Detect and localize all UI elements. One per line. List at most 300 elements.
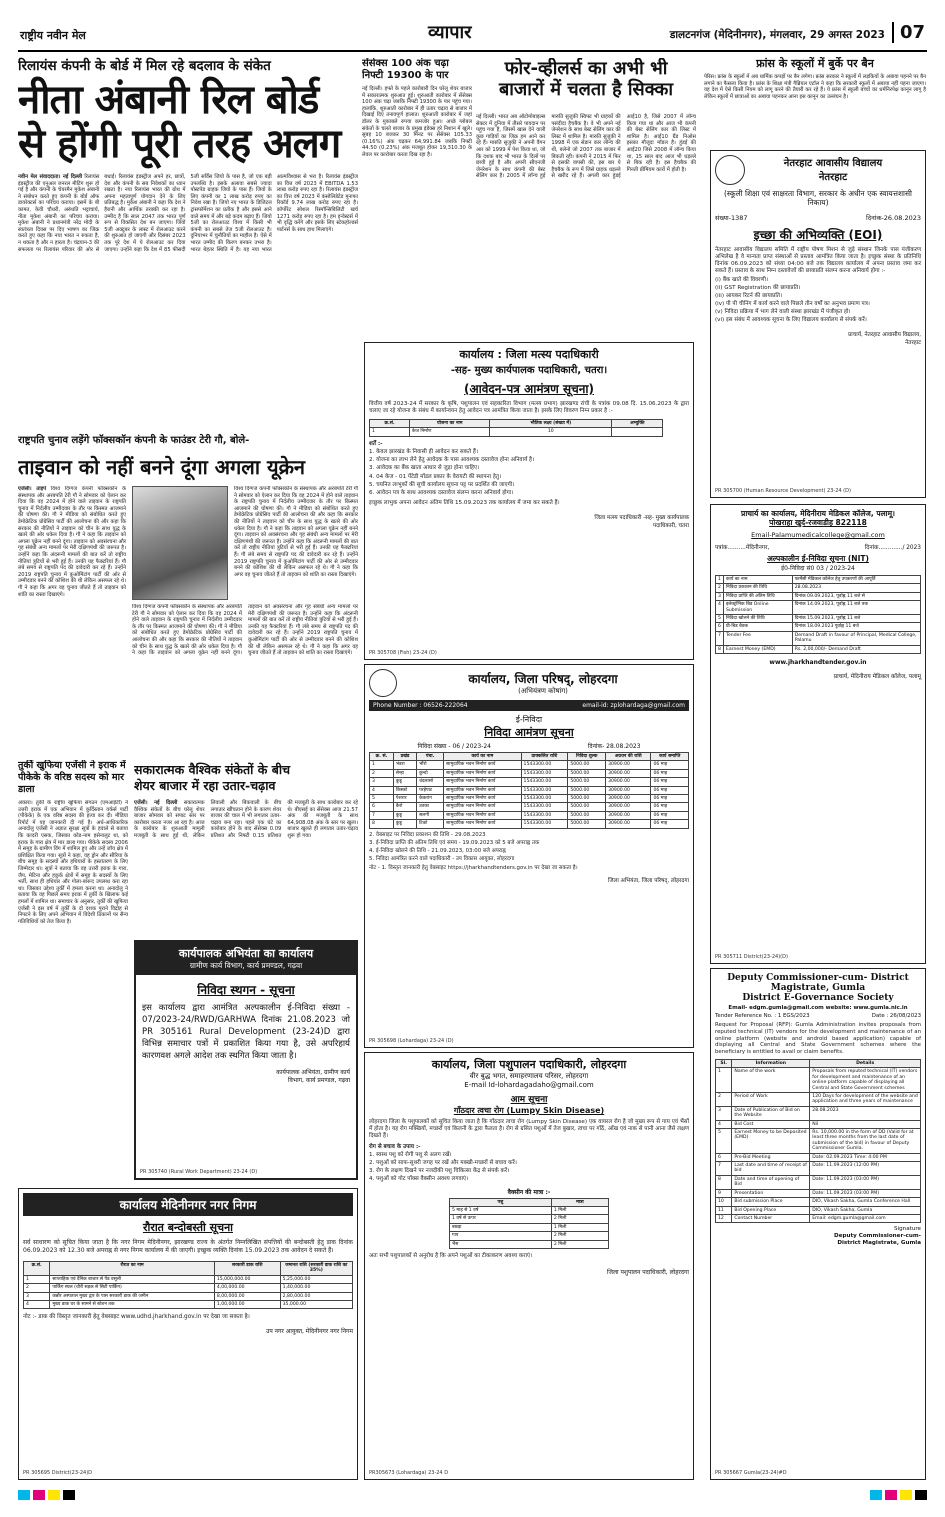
foxconn-body-continued: विश्व दिग्गज कंपनी फॉक्सकॉन के संस्थापक और अरबपति टेरी गौ ने सोमवार को ऐलान कर दिया कि वह 2024 में होने वाले ताइवान के राष्ट्रपति चुनाव में निर्दलीय उम्मीदवार के तौर पर किस्मत आजमाने की घोषणा की। गौ ने मीडिया को संबोधित करते हुए डेमोक्रेटिक प्रोग्रेसिव पार्टी की आलोचना की और कहा कि सरकार की नीतियों ने ताइवान को चीन के साथ युद्ध के खतरे की ओर धकेल दिया है। गौ ने कहा कि ताइवान को अगला यूक्रेन नहीं बनने दूंगा। ताइवान को अवसंरचना और गृह संबंधी अन्य मामलों पर मेरी दक्षिणपंथी की जरूरत है। उन्होंने कहा कि अंदरूनी मामलों की बात करें तो राष्ट्रीय नीतियां त्रुटियों से भरी हुई हैं। उनकी यह फैक्टरियां हैं। गौ लंबे समय से राष्ट्रपति पद की दावेदारी कर रहे हैं। उन्होंने 2019 राष्ट्रपति चुनाव में कुओमिंटांग पार्टी की ओर से उम्मीदवार बनने की कोशिश की थी लेकिन असफल रहे थे। गौ ने कहा कि अगर वह चुनाव जीतते हैं तो ताइवान को शांति का रास्ता दिखाएंगे। (132, 604, 358, 657)
foxconn-col-1 (18, 486, 126, 748)
mc-cell: फार्मेसी मेडिकल कॉलेज हेतु उपकरणों की आपूर्ति (792, 576, 920, 584)
table-row (24, 1275, 353, 1283)
mc-cell: निविदा प्रकाशन की तिथि (723, 584, 792, 592)
fishery-office-1: कार्यालय : जिला मत्स्य पदाधिकारी (459, 348, 599, 361)
gumla-cell: 12 (716, 1214, 732, 1222)
foxconn-headline: ताइवान को नहीं बनने दूंगा अगला यूक्रेन (18, 455, 306, 479)
zp-th: पंचा. (417, 753, 444, 761)
ah-email: E-mail Id-lohardagadaho@gmail.com (464, 1081, 594, 1089)
mc-cell: दिनांक 15.09.2023, पूर्वाह्न 11 बजे (792, 615, 920, 623)
table-row (716, 1068, 921, 1093)
masthead-dateline: डालटनगंज (मेदिनीनगर), मंगलवार, 29 अगस्त 2023 (669, 29, 885, 41)
zp-cell: 06 माह (651, 769, 689, 777)
lead-headline-line-2: से होंगी पूरी तरह अलग (18, 120, 341, 167)
nagar-nigam-notice (18, 1188, 358, 1480)
fishery-th: अभ्युक्ति (612, 420, 663, 428)
zp-cell: केकरांग (417, 795, 444, 803)
mc-cell: 28.08.2023 (792, 584, 920, 592)
table-row (370, 428, 663, 436)
zp-cell: 1 (370, 761, 394, 769)
gumla-cell: Email: edgm.gumla@gmail.com (810, 1214, 921, 1222)
gumla-cell: Rs. 10,000.00 in the form of DD (Valid for at least three months from the last date of submission of the bid) in favour of Deputy Commissioner Gumla. (810, 1129, 921, 1154)
zp-ref-date: दिनांक- 28.08.2023 (587, 743, 641, 750)
table-row (24, 1292, 353, 1300)
fishery-table (369, 419, 663, 437)
terry-gou-photo (132, 486, 228, 600)
fishery-conditions (369, 441, 689, 508)
color-swatch (18, 1490, 30, 1500)
rw-office-1: कार्यपालक अभियंता का कार्यालय (178, 947, 314, 960)
nn-cell: मुख्य डाक घर के सामने से स्टेशन तक (50, 1301, 215, 1309)
fishery-body: वित्तीय वर्ष 2023-24 में सरकार के कृषि, पशुपालन एवं सहकारिता विभाग (मत्स्य प्रभाग) झारखण्ड रांची के पत्रांक 09.08 दि. 15.06.2023 के द्वारा चलाए जा रहे योजना के संबंध में कार्यान्वयन हेतु आवेदन पत्र आमंत्रित किया जाता है। इसके लिए विवरण निम्न प्रकार है :- (369, 401, 689, 414)
gumla-signature-2: Deputy Commissioner-cum- (834, 1233, 921, 1240)
france-body: पेरिस। फ्रांस के स्कूलों में अब धार्मिक कपड़ों पर बैन लगेगा। फ्रांस सरकार ने स्कूलों में लड़कियों के अबाया पहनने पर बैन लगाने का फैसला किया है। फ्रांस के शिक्षा मंत्री गैब्रियल एटॉल ने कहा कि सरकारी स्कूलों में अबाया नहीं पहना जाएगा। वह देश में ऐसे किसी नियम को लागू करने की तैयारी कर रहे हैं। ये फ्रांस में स्कूली बच्चों का धर्मनिरपेक्ष कानून लागू है लेकिन स्कूलों में छात्राओं का अबाया पहनकर आना इस कानून का उल्लंघन है। (704, 74, 926, 100)
mc-cell: दिनांक 18.09.2023 पूर्वाह्न 11 बजे (792, 623, 920, 631)
gumla-cell: Date: 11.09.2023 (03:00 PM) (810, 1189, 921, 1197)
nn-cell: 1 (24, 1275, 50, 1283)
netarhat-title-1: नेतरहाट आवासीय विद्यालय (783, 158, 883, 169)
gumla-cell: Date and time of opening of Bid (732, 1175, 810, 1189)
zp-pr: PR 305698 (Lohardaga) 23-24 (D) (369, 1038, 454, 1044)
netarhat-notice (710, 150, 926, 498)
zp-cell: सामुदायिक भवन निर्माण कार्य (444, 778, 521, 786)
mc-notice-title: अल्पकालीन ई-निविदा सूचना (NIT) (767, 554, 869, 563)
table-row (716, 645, 921, 653)
zp-cell: 5000.00 (568, 811, 606, 819)
netarhat-item: (v) निविदा प्रक्रिया में भाग लेने वाली संस्था झारखंड में पंजीकृत हो। (715, 309, 851, 315)
rw-notice-title: निविदा स्थगन - सूचना (197, 983, 295, 997)
sensex-body: नई दिल्ली। हफ्ते के पहले कारोबारी दिन घरेलू शेयर बाजार में सकारात्मक शुरुआत हुई। शुरुआती कारोबार में सेंसेक्स 100 अंक चढ़ा जबकि निफ्टी 19300 के पार पहुंच गया। हालांकि, शुरुआती कारोबार में ही उतार चढ़ाव से बाजार में दिखाई दिए तनावपूर्ण हालात। शुरुआती कारोबार में जहां डॉलर के मुकाबले रुपया कमजोर हुआ। अच्छे ग्लोबल संकेतों के चलते बाजार के प्रमुख इंडेक्स हरे निशान में खुले। सुबह 10 बजकर 30 मिनट पर सेंसेक्स 105.33 (0.16%) अंक चढ़कर 64,991.84 जबकि निफ्टी 44.50 (0.23%) अंक मजबूत होकर 19,310.30 के लेवल पर कारोबार करता दिख रहा है। (362, 86, 472, 158)
table-row (716, 601, 921, 615)
gumla-cell: 9 (716, 1189, 732, 1197)
table-row (716, 576, 921, 584)
zp-ref-no: निविदा संख्या - 06 / 2023-24 (417, 743, 491, 750)
ah-cell: 2 मिली (551, 1232, 608, 1240)
ah-cell: 2 मिली (551, 1215, 608, 1223)
foxconn-byline: एजेंसी। ताइपे (18, 486, 47, 492)
zp-cell: 1543300.00 (521, 795, 568, 803)
ah-point: 3. रोग के लक्षण दिखने पर नजदीकी पशु चिकित्सा केंद्र से संपर्क करें। (369, 1168, 510, 1175)
color-swatch (885, 1490, 897, 1500)
fishery-conditions-title: शर्तें :- (369, 440, 383, 447)
color-swatch (63, 1490, 75, 1500)
gumla-cell: Presentation (732, 1189, 810, 1197)
zp-cell: कैरो (393, 803, 416, 811)
mc-cell: 4 (716, 601, 724, 615)
lead-kicker: रिलायंस कंपनी के बोर्ड में मिल रहे बदलाव के संकेत (18, 58, 271, 74)
mc-cell: 5 (716, 615, 724, 623)
ah-cell: भैंस (450, 1240, 552, 1248)
nn-pr: PR 305695 District(23-24)D (23, 1470, 92, 1476)
fishery-signature: जिला मत्स्य पदाधिकारी -सह- मुख्य कार्यपालक पदाधिकारी, चतरा (594, 515, 689, 530)
mc-cell: 7 (716, 631, 724, 645)
nn-th: रौरात का नाम (50, 1262, 215, 1276)
zp-cell: सामुदायिक भवन निर्माण कार्य (444, 786, 521, 794)
table-row (716, 1120, 921, 1128)
ah-cell: 1 वर्ष से ऊपर (450, 1215, 552, 1223)
masthead (18, 18, 927, 50)
mc-title-2: पोखराहा खुर्द-रजवाडीह 822118 (769, 518, 867, 527)
zp-cell: 1543300.00 (521, 820, 568, 828)
netarhat-seal-icon (715, 155, 745, 185)
table-row (450, 1223, 609, 1231)
table-row (716, 1162, 921, 1176)
rw-office-2: ग्रामीण कार्य विभाग, कार्य प्रमण्डल, गढ़वा (189, 961, 303, 970)
gumla-email: Email- edgm.gumla@gmail.com website: www.gumla.nic.in (728, 1005, 908, 1011)
ah-body: लोहरदगा जिला के पशुपालकों को सूचित किया जाता है कि गाँठदार त्वचा रोग (Lumpy Skin Disease) एक वायरल रोग है जो मुख्य रूप से गाय एवं भैंसों में होता है। यह रोग मक्खियों, मच्छरों एवं किलनी के द्वारा फैलता है। रोग से ग्रसित पशुओं में तेज बुखार, त्वचा पर गाँठें, आँख एवं नाक से पानी आना जैसे लक्षण दिखते हैं। (369, 1119, 689, 1140)
mc-cell: 8 (716, 645, 724, 653)
zp-sub: (अभियंत्रण कोषांग) (518, 687, 568, 695)
zp-cell: 1543300.00 (521, 786, 568, 794)
ah-subtitle: गाँठदार त्वचा रोग (Lumpy Skin Disease) (453, 1106, 605, 1115)
fishery-th: क्र.सं. (370, 420, 410, 428)
color-swatch (33, 1490, 45, 1500)
zp-date-line: 4. ई-निविदा खोलने की तिथि - 21.09.2023, 03:00 बजे अपराह्न (369, 847, 506, 854)
foxconn-col-3 (234, 486, 358, 600)
mc-cell: 1 (716, 576, 724, 584)
gumla-title-2: Magistrate, Gumla (770, 983, 866, 993)
table-row (716, 1093, 921, 1107)
markets-body (134, 800, 358, 926)
gumla-cell: Bid Cost (732, 1120, 810, 1128)
gumla-table (715, 1059, 921, 1223)
ah-th: मात्रा (551, 1198, 608, 1206)
zp-dates (369, 832, 689, 872)
table-row (370, 786, 689, 794)
table-row (716, 1106, 921, 1120)
netarhat-body: नेतरहाट आवासीय विद्यालय समिति में राष्ट्रीय पोषण मिशन से जुड़े संस्थान जिनके पास पंजीकरण अभिलेख है वे मान्यता प्राप्त संस्थाओं से प्रस्ताव आमंत्रित किया जाता है। इच्छुक संस्था के प्रतिनिधि दिनांक 06.09.2023 को संध्या 04:00 बजे तक विद्यालय कार्यालय में अपना प्रस्ताव जमा कर सकते हैं। प्रस्ताव के साथ निम्न दस्तावेजों की छायाप्रति संलग्न करना अनिवार्य होगा :- (715, 247, 921, 274)
nn-note: नोट :- डाक की विस्तृत जानकारी हेतु वेबसाइट www.udhd.jharkhand.gov.in पर देखा जा सकता है। (23, 1314, 250, 1321)
zp-table (369, 752, 689, 829)
nn-table (23, 1261, 353, 1309)
nn-cell: 5,25,000.00 (280, 1275, 352, 1283)
turkey-body: अंकारा। तुर्की के राष्ट्रीय खुफिया संगठन (एमआईटी) ने उत्तरी इराक में एक अभियान में कुर्दिस्तान वर्कर्स पार्टी (पीकेके) के एक वरिष्ठ सदस्य की हत्या कर दी। मीडिया रिपोर्ट में यह जानकारी दी गई है। अर्ध-आधिकारिक अनादोलु एजेंसी ने अज्ञात सुरक्षा सूत्रों के हवाले से बताया कि कादरी एसक, जिसका कोड-नाम हसेनालुट था, को इराक के गारा क्षेत्र में मार डाला गया। पीकेके सदस्य 2006 में समूह के ग्रामीण विंग में शामिल हुए और उन्हें जॉय क्षेत्र में प्रशिक्षित किया गया। सूत्रों ने कहा, वह ड्रोन और सीरिया के बीच समूह के सदस्यों और हथियारों के हस्तांतरण के लिए जिम्मेदार था। सूत्रों ने बताया कि वह उत्तरी इराक के गारा, जैप, मेटिना और हकुर्क क्षेत्रों में समूह के सदस्यों के लिए भर्ती, साथ ही हथियार और गोला-बारूद उपलब्ध करा रहा था। जिसका उद्देश्य तुर्की में हमला करना था। अनादोलु ने बताया कि वह पिछले समय इराक में तुर्की के खिलाफ कई हमलों में शामिल था। समाचार के अनुसार, तुर्की की खुफिया एजेंसी ने इस वर्ष में तुर्की के दो दशक पुराने विद्रोह से निपटने के लिए अपने अभियान में विदेशी ठिकानों पर सैन्य गतिविधियों को तेज किया है। (18, 800, 128, 925)
gumla-signature-1: Signature (894, 1226, 921, 1233)
fishery-notice (364, 342, 694, 660)
zp-table-body (370, 761, 689, 828)
foxconn-kicker: राष्ट्रपति चुनाव लड़ेंगे फॉक्सकॉन कंपनी के फाउंडर टेरी गौ, बोले- (18, 435, 250, 446)
zp-office: कार्यालय, जिला परिषद्, लोहरदगा (468, 672, 618, 686)
gumla-cell: Date: 11.09.2023 (12:00 PM) (810, 1162, 921, 1176)
zp-cell: 30900.00 (606, 811, 651, 819)
gumla-table-body (716, 1068, 921, 1223)
color-swatch (870, 1490, 882, 1500)
gumla-th: Information (732, 1059, 810, 1067)
gumla-cell: 7 (716, 1162, 732, 1176)
table-row (716, 1214, 921, 1222)
ah-cell: 5 माह से 1 वर्ष (450, 1207, 552, 1215)
netarhat-item: (ii) GST Registration की छायाप्रति। (715, 285, 801, 291)
gumla-cell: Nil (810, 1120, 921, 1128)
nn-cell: 4,00,000.00 (214, 1284, 280, 1292)
gumla-cell: DIO, Vikash Sakha, Gumla (810, 1206, 921, 1214)
lead-body-text: रिलायंस इंडस्ट्रीज की एनुअल जनरल मीटिंग शुरू हो गई है और कंपनी के चेयरमैन मुकेश अंबानी ने संबोधन करते हुए कंपनी के बोर्ड ऑफ डायरेक्टर्स का परिचय कराया। इसमें के बी कामत, केवी चौधरी, अरुंधति भट्टाचार्य, नीता मुकेश अंबानी का परिचय कराया। मुकेश अंबानी ने प्रधानमंत्री नरेंद्र मोदी के स्वतंत्रता दिवस पर दिए भाषण का जिक्र करते हुए कहा कि नया भारत न रुकता है, न थकता है और न हारता है। चंद्रयान-3 की सफलता पर रिलायंस परिवार की ओर से बधाई। रिलायंस इंडस्ट्रीज अपने हर, छात्रों, देश और कंपनी के सब निवेशकों का ध्यान रखता है। नया रिलायंस भारत की ग्रोथ में अपना महत्वपूर्ण योगदान देने के लिए प्रतिबद्ध है। मुकेश अंबानी ने कहा कि देश ने हैरानी और आर्थिक तरक्की कर रहा है। उम्मीद है कि साल 2047 तक भारत पूर्ण रूप से विकसित देश बन जाएगा। जियो 5जी अक्टूबर के लास्ट में रोलआउट करने की शुरुआत हो जाएगी और दिसंबर 2023 तक पूरे देश में ये रोलआउट कर दिया जाएगा। उन्होंने कहा कि देश में 85 फीसदी 5जी सर्विस जियो के पास है, जो एक बड़ी उपलब्धि है। इसके अलावा सबसे ज्यादा पोस्टपेड ग्राहक जियो के पास हैं। जियो के लिए कंपनी का 1 लाख करोड़ रुपए का निवेश रखा है। जियो नए भारत के डिजिटल ट्रांसफॉर्मेशन का प्रतीक है और इससे आने वाले समय में और बड़े कदम बढ़ाए हैं। जियो 5जी का रोलआउट विश्व में किसी भी कंपनी का सबसे तेज 5जी रोलआउट है। दुनियाभर में चुनौतियों का माहौल है। ऐसे में भारत उम्मीद की किरण बनकर उभरा है। भारत बेहतर स्थिति में है। यह नया भारत आत्मविश्वास से भरा है। रिलायंस इंडस्ट्रीज का वित्त वर्ष 2023 में EBITDA 1.53 लाख करोड़ रुपए रहा है। रिलायंस इंडस्ट्रीज का वित्त वर्ष 2023 में कंसोलिडेटेड मुनाफा रिकॉर्ड 9.74 लाख करोड़ रुपए रहा है। कॉर्पोरेट सोशल रिस्पॉन्सिबिलिटी खर्च 1271 करोड़ रुपए रहा है। हम इन्वेस्टर्स में भी वृद्धि करेंगे और इसके लिए स्टेकहोल्डर्स पार्टनर्स के साथ हाथ मिलाएंगे। (18, 174, 358, 253)
mc-email: Email-Palamumedicalcollege@gmail.com (751, 531, 885, 539)
jharkhand-emblem-icon (369, 669, 397, 697)
nn-cell: 2,80,000.00 (280, 1292, 352, 1300)
fishery-cell: केज निर्माण (410, 428, 490, 436)
gumla-cell: Date of Publication of Bid on the Website (732, 1106, 810, 1120)
zp-cell: सामुदायिक भवन निर्माण कार्य (444, 761, 521, 769)
nn-cell: 15,000,000.00 (214, 1275, 280, 1283)
zp-th: क्र. सं. (370, 753, 394, 761)
fishery-cell (612, 428, 663, 436)
zp-cell: 30900.00 (606, 761, 651, 769)
table-row (370, 795, 689, 803)
zp-cell: सेन्हा (393, 769, 416, 777)
netarhat-items (715, 277, 921, 324)
table-row (24, 1301, 353, 1309)
lead-body (18, 174, 358, 389)
four-wheelers-body: नई दिल्ली। भारत अब ऑटोमोबाइल्स सेक्टर में दुनिया में तीसरे पायदान पर पहुंच गया है, जिसमें खास देने वाली कुछ गाड़ियों का जिक्र हम आने कर रहे हैं। मारुति सुजुकी ने अपनी वैगन आर को 1999 में पेश किया था, जो कि दशक बाद भी भारत के दिलों पर छायी हुई है और अपनी सीएनजी जेनरेशन के साथ कंपनी की बेस्ट सेलिंग कार है। 2005 में लॉन्च हुई मारुति सुजुकी स्विफ्ट भी ग्राहकों की पसंदीदा हैचबैक है। वे भी अपने नई जेनरेशन के साथ बेस्ट सेलिंग कार की लिस्ट में शामिल है। मारुति सुजुकी ने 1998 में एक सेडान कार लॉन्च की थी, बलेनो जो 2007 तक बाजार में बिकती रही। कंपनी ने 2015 में फिर से इसकी वापसी की, इस बार ये हैचबैक के रूप में जिसे ग्राहक धड़ल्ले से खरीद रहे हैं। अगली कार हुंडई आई10 है, जिसे 2007 में लॉन्च किया गया था और आज भी कंपनी की बेस्ट सेलिंग कार की लिस्ट में शामिल है। आई10 ग्रैंड निओस इसका मौजूदा मॉडल है। हुंडई की आई20 जिसे 2008 में लॉन्च किया था, 15 साल बाद आज भी धड़ल्ले से बिक रही है। इस हैचबैक की गिनती प्रीमियम कारों में होती है। (476, 114, 696, 180)
zp-cell: 1543300.00 (521, 811, 568, 819)
zp-cell: 1543300.00 (521, 803, 568, 811)
zp-email: email-id: zplohardaga@gmail.com (582, 702, 685, 709)
zp-cell: सामुदायिक भवन निर्माण कार्य (444, 769, 521, 777)
animal-husbandry-notice (364, 1052, 694, 1480)
rw-pr: PR 305740 (Rural Work Department) 23-24 (D) (140, 1169, 258, 1175)
ah-cell: 1 मिली (551, 1223, 608, 1231)
rw-signature: कार्यपालक अभियंता, ग्रामीण कार्य विभाग, कार्य प्रमण्डल, गढ़वा (276, 1069, 350, 1084)
gumla-cell: 8 (716, 1175, 732, 1189)
gumla-cell: Bid Opening Place (732, 1206, 810, 1214)
nn-cell: 8,00,000.00 (214, 1292, 280, 1300)
mc-cell: 3 (716, 592, 724, 600)
table-row (370, 820, 689, 828)
ah-dose-table (449, 1198, 609, 1249)
zp-cell: 06 माह (651, 778, 689, 786)
lead-article (18, 56, 358, 416)
mc-pr: PR 305711 District(23-24)(D) (715, 954, 788, 960)
color-swatch (900, 1490, 912, 1500)
netarhat-subtitle: (स्कूली शिक्षा एवं साक्षरता विभाग, सरकार के अधीन एक स्वायत्तशासी निकाय) (723, 189, 912, 207)
zp-cell: 5000.00 (568, 778, 606, 786)
markets-headline-2: शेयर बाजार में रहा उतार-चढ़ाव (134, 778, 276, 793)
gumla-cell: 6 (716, 1153, 732, 1161)
fishery-office-2: -सह- मुख्य कार्यपालक पदाधिकारी, चतरा। (450, 365, 608, 376)
netarhat-item: (vi) इस संबंध में आवश्यक सूचना के लिए विद्यालय कार्यालय से संपर्क करें। (715, 317, 867, 323)
zp-notice-title: निविदा आमंत्रण सूचना (484, 726, 574, 739)
zp-cell: 5000.00 (568, 769, 606, 777)
fishery-condition: 3. आवेदक का बैंक खाता आधार से जुड़ा होना चाहिए। (369, 465, 480, 472)
ah-signature: जिला पशुपालन पदाधिकारी, लोहरदगा (606, 1268, 689, 1276)
zp-cell: 06 माह (651, 761, 689, 769)
zp-cell: 30900.00 (606, 820, 651, 828)
nn-th: सरकारी डाक राशि (214, 1262, 280, 1276)
gumla-cell: 3 (716, 1106, 732, 1120)
zp-cell: 5000.00 (568, 786, 606, 794)
mc-cell: 2 (716, 584, 724, 592)
zp-cell: सामुदायिक भवन निर्माण कार्य (444, 820, 521, 828)
mc-table-body (716, 576, 921, 654)
mc-cell: कार्य का नाम (723, 576, 792, 584)
nn-notice-title: रौरात बन्दोबस्ती सूचना (142, 1221, 234, 1234)
fishery-cell: 10 (490, 428, 612, 436)
zp-date-line: 2. वेबसाइट पर निविदा प्रकाशन की तिथि - 29.08.2023 (369, 831, 486, 838)
mc-cell: Tender Fee (723, 631, 792, 645)
mc-ref-date: दिनांक............./ 2023 (864, 545, 921, 551)
netarhat-item: (iv) पी पी चीनिंग में कार्य करने वाले पिछले तीन वर्षों का अनुभव प्रमाण पत्र। (715, 301, 870, 307)
gumla-th: Details (810, 1059, 921, 1067)
zp-cell: 5 (370, 795, 394, 803)
zp-cell: 1543300.00 (521, 761, 568, 769)
zp-cell: 30900.00 (606, 803, 651, 811)
foxconn-body: विश्व दिग्गज कंपनी फॉक्सकॉन के संस्थापक और अरबपति टेरी गौ ने सोमवार को ऐलान कर दिया कि वह 2024 में होने वाले ताइवान के राष्ट्रपति चुनाव में निर्दलीय उम्मीदवार के तौर पर किस्मत आजमाने की घोषणा की। गौ ने मीडिया को संबोधित करते हुए डेमोक्रेटिक प्रोग्रेसिव पार्टी की आलोचना की और कहा कि सरकार की नीतियों ने ताइवान को चीन के साथ युद्ध के खतरे की ओर धकेल दिया है। गौ ने कहा कि ताइवान को अगला यूक्रेन नहीं बनने दूंगा। ताइवान को अवसंरचना और गृह संबंधी अन्य मामलों पर मेरी दक्षिणपंथी की जरूरत है। उन्होंने कहा कि अंदरूनी मामलों की बात करें तो राष्ट्रीय नीतियां त्रुटियों से भरी हुई हैं। उनकी यह फैक्टरियां हैं। गौ लंबे समय से राष्ट्रपति पद की दावेदारी कर रहे हैं। उन्होंने 2019 राष्ट्रपति चुनाव में कुओमिंटांग पार्टी की ओर से उम्मीदवार बनने की कोशिश की थी लेकिन असफल रहे थे। गौ ने कहा कि अगर वह चुनाव जीतते हैं तो ताइवान को शांति का रास्ता दिखाएंगे। (18, 486, 126, 598)
gumla-cell: Contact Number (732, 1214, 810, 1222)
zp-cell: 7 (370, 811, 394, 819)
zp-cell: भंडरा (393, 761, 416, 769)
zp-cell: 2 (370, 769, 394, 777)
mc-cell: इलेक्ट्रॉनिक बिड Online Submission (723, 601, 792, 615)
markets-body-text: सकारात्मक वैश्विक संकेतों के बीच घरेलू शेयर बाजार सोमवार को सपाट स्तर पर कारोबार करता नजर आ रहा है। आज के कारोबार के शुरुआती मामूली मजबूती के साथ हुई थी, लेकिन लिवाली और बिकवाली के बीच लगातार खींचतान होने के कारण शेयर बाजार की चाल में भी लगातार उतार-चढ़ाव बना रहा। पहले एक घंटे का कारोबार होने के बाद सेंसेक्स 0.09 प्रतिशत और निफ्टी 0.15 प्रतिशत की मजबूती के साथ कारोबार कर रहे थे। बीएसई का सेंसेक्स आज 21.57 अंक की मजबूती के साथ 64,908.08 अंक के स्तर पर खुला। बाजार खुलते ही लगातार उतार-चढ़ाव शुरू हो गया। (134, 800, 358, 839)
zp-cell: 6 (370, 803, 394, 811)
fishery-th: योजना का नाम (410, 420, 490, 428)
lead-byline: नवीन मेल संवाददाता। नई दिल्ली (18, 174, 83, 180)
zp-cell: कुडू (393, 811, 416, 819)
gumla-ref-date: Date : 26/08/2023 (871, 1013, 921, 1019)
zp-date-line: 3. ई-निविदा प्राप्ति की अंतिम तिथि एवं समय - 19.09.2023 को 5 बजे अपराह्न तक (369, 839, 540, 846)
gumla-cell: 10 (716, 1198, 732, 1206)
ah-address: वीर बुद्ध भगत, समाहरणालय परिसर, लोहरदगा (469, 1072, 589, 1080)
ah-point: 1. स्वस्थ पशु को रोगी पशु से अलग रखें। (369, 1151, 452, 1158)
gumla-pr: PR 305667 Gumla(23-24)#D (715, 1470, 787, 1476)
ah-cell: बछड़ा (450, 1223, 552, 1231)
france-article (704, 56, 926, 148)
mc-cell: दिनांक 14.09.2023, पूर्वाह्न 11 बजे तक (792, 601, 920, 615)
foxconn-article (18, 432, 358, 752)
fishery-notice-title: (आवेदन-पत्र आमंत्रण सूचना) (464, 382, 594, 396)
nn-th: जमानत राशि (सरकारी डाक राशि का 35%) (280, 1262, 352, 1276)
netarhat-notice-title: इच्छा की अभिव्यक्ति (EOI) (753, 228, 883, 242)
table-row (716, 615, 921, 623)
gumla-cell: Date: 11.09.2023 (03:00 PM) (810, 1175, 921, 1189)
nn-cell: पार्किंग स्थल (चौरी सड़क से सिटी पार्किंग) (50, 1284, 215, 1292)
mc-website: www.jharkhandtender.gov.in (769, 659, 867, 667)
zp-cell: कुडू (393, 820, 416, 828)
fishery-condition: 5. चयनित लाभुकों की सूची कार्यालय सूचना पट्ट पर प्रदर्शित की जाएगी। (369, 481, 515, 488)
zp-cell: 30900.00 (606, 778, 651, 786)
mc-title-1: प्राचार्य का कार्यालय, मेदिनीराय मेडिकल कॉलेज, पलामू। (741, 509, 895, 518)
netarhat-pr: PR 305700 (Human Resource Development) 23-24 (D) (715, 488, 851, 494)
table-row (716, 1129, 921, 1154)
zp-cell: 06 माह (651, 811, 689, 819)
nn-cell: साप्ताहिक एवं दैनिक बाजार से पैड वसूली (50, 1275, 215, 1283)
nn-cell: 35,000.00 (280, 1301, 352, 1309)
gumla-notice (710, 968, 926, 1480)
zp-th: निविदा शुल्क (568, 753, 606, 761)
table-row (450, 1232, 609, 1240)
fishery-last-date: इच्छुक लाभुक अपना आवेदन अंतिम तिथि 15.09.2023 तक कार्यालय में जमा कर सकते हैं। (369, 500, 560, 507)
mc-nit-no: ई0-निविदा सं0 03 / 2023-24 (781, 565, 855, 572)
gumla-cell: 120 Days for development of the website and application and three years of maintenance (810, 1093, 921, 1107)
gumla-title-1: Deputy Commissioner-cum- District (727, 973, 909, 983)
four-wheelers-article (476, 58, 696, 340)
mc-cell: निविदा प्राप्ति की अंतिम तिथि (723, 592, 792, 600)
zp-cell: 30900.00 (606, 786, 651, 794)
table-row (716, 1175, 921, 1189)
markets-byline: एजेंसी। नई दिल्ली (134, 800, 178, 806)
table-row (450, 1207, 609, 1215)
table-row (716, 584, 921, 592)
ah-point: 4. पशुओं को गोट पॉक्स वैक्सीन अवश्य लगवाएं। (369, 1176, 469, 1183)
zp-cell: किस्को (393, 786, 416, 794)
mc-table (715, 575, 921, 654)
gumla-cell: 5 (716, 1129, 732, 1154)
gumla-signature-3: District Magistrate, Gumla (837, 1240, 921, 1247)
table-row (716, 592, 921, 600)
foxconn-body-top-right: विश्व दिग्गज कंपनी फॉक्सकॉन के संस्थापक और अरबपति टेरी गौ ने सोमवार को ऐलान कर दिया कि वह 2024 में होने वाले ताइवान के राष्ट्रपति चुनाव में निर्दलीय उम्मीदवार के तौर पर किस्मत आजमाने की घोषणा की। गौ ने मीडिया को संबोधित करते हुए डेमोक्रेटिक प्रोग्रेसिव पार्टी की आलोचना की और कहा कि सरकार की नीतियों ने ताइवान को चीन के साथ युद्ध के खतरे की ओर धकेल दिया है। गौ ने कहा कि ताइवान को अगला यूक्रेन नहीं बनने दूंगा। ताइवान को अवसंरचना और गृह संबंधी अन्य मामलों पर मेरी दक्षिणपंथी की जरूरत है। उन्होंने कहा कि अंदरूनी मामलों की बात करें तो राष्ट्रीय नीतियां त्रुटियों से भरी हुई हैं। उनकी यह फैक्टरियां हैं। गौ लंबे समय से राष्ट्रपति पद की दावेदारी कर रहे हैं। उन्होंने 2019 राष्ट्रपति चुनाव में कुओमिंटांग पार्टी की ओर से उम्मीदवार बनने की कोशिश की थी लेकिन असफल रहे थे। गौ ने कहा कि अगर वह चुनाव जीतते हैं तो ताइवान को शांति का रास्ता दिखाएंगे। (234, 486, 358, 578)
gumla-cell: Pre-Bid Meeting (732, 1153, 810, 1161)
gumla-cell: 1 (716, 1068, 732, 1093)
zp-cell: सामुदायिक भवन निर्माण कार्य (444, 803, 521, 811)
fishery-condition: 1. केवल झारखंड के निवासी ही आवेदन कर सकते हैं। (369, 449, 478, 456)
table-row (370, 803, 689, 811)
fishery-pr: PR 305708 (Fish) 23-24 (D) (369, 650, 437, 656)
zp-th: कार्य समाप्ति (651, 753, 689, 761)
gumla-cell: 2 (716, 1093, 732, 1107)
zp-th: प्राक्कलित राशि (521, 753, 568, 761)
gumla-cell: 28.08.2023 (810, 1106, 921, 1120)
zp-cell: पेशरार (393, 795, 416, 803)
zp-cell: 3 (370, 778, 394, 786)
mc-cell: Demand Draft in favour of Principal, Medical College, Palamu (792, 631, 920, 645)
gumla-cell: Date: 02.09.2023 Time: 4:00 PM (810, 1153, 921, 1161)
nn-cell: 3 (24, 1292, 50, 1300)
color-swatch (915, 1490, 927, 1500)
zp-cell: परहेपाट (417, 786, 444, 794)
sensex-headline: सेंसेक्स 100 अंक चढ़ा निफ्टी 19300 के पार (362, 58, 449, 81)
ah-pr: PR305673 (Lohardaga) 23-24 D (369, 1470, 449, 1476)
gumla-cell: Name of the work (732, 1068, 810, 1093)
zp-cell: 5000.00 (568, 761, 606, 769)
masthead-section: व्यापार (428, 22, 472, 43)
gumla-cell: Earnest Money to be Deposited (EMD) (732, 1129, 810, 1154)
zp-date-line: 5. निविदा आमंत्रित करने वाले पदाधिकारी - उप विकास आयुक्त, लोहरदगा (369, 855, 515, 862)
zp-cell: 1543300.00 (521, 778, 568, 786)
zp-cell: 5000.00 (568, 820, 606, 828)
masthead-logo: राष्ट्रीय नवीन मेल (20, 29, 86, 42)
table-row (716, 631, 921, 645)
zp-cell: 06 माह (651, 795, 689, 803)
zp-cell: 8 (370, 820, 394, 828)
ah-cell: 2 मिली (551, 1240, 608, 1248)
mc-cell: 6 (716, 623, 724, 631)
netarhat-ref-no: संख्या-1387 (715, 214, 748, 222)
ah-dose-title: वैक्सीन की मात्रा :- (507, 1188, 551, 1196)
fishery-cell: 1 (370, 428, 410, 436)
zila-parishad-notice (364, 664, 694, 1048)
gumla-rfp: Request for Proposal (RFP): Gumla Administration invites proposals from reputed technical (IT) vendors for the development and maintenance of an online platform (website and android based application) capable of displaying all Central and State Government schemes where the beneficiary is entitled to avail or claim benefits. (715, 1022, 921, 1056)
markets-article (134, 762, 358, 930)
rw-body: इस कार्यालय द्वारा आमंत्रित अल्पकालीन ई-निविदा संख्या - 07/2023-24/RWD/GARHWA दिनांक 21.08.2023 जो PR 305161 Rural Development (23-24)D द्वारा विभिन्न समाचार पत्रों में प्रकाशित किया गया है, उसे अपरिहार्य कारणवश अगले आदेश तक स्थगित किया जाता है। (142, 1003, 350, 1061)
gumla-title-3: District E-Governance Society (742, 993, 894, 1003)
lead-headline-line-1: नीता अंबानी रिल बोर्ड (18, 76, 319, 123)
gumla-cell: Bid submission Place (732, 1198, 810, 1206)
zp-contact-band (369, 700, 689, 711)
zp-cell: 06 माह (651, 820, 689, 828)
table-row (716, 623, 921, 631)
netarhat-item: (i) बैंक खाते की विवरणी। (715, 277, 769, 283)
zp-phone: Phone Number : 06526-222064 (373, 702, 468, 709)
ah-office: कार्यालय, जिला पशुपालन पदाधिकारी, लोहरदगा (431, 1058, 627, 1071)
nn-table-body (24, 1275, 353, 1309)
table-row (716, 1189, 921, 1197)
netarhat-ref-date: दिनांक-26.08.2023 (866, 214, 921, 222)
medical-college-notice (710, 504, 926, 964)
nn-office: कार्यालय मेदिनीनगर नगर निगम (23, 1193, 353, 1216)
ah-cell: 1 मिली (551, 1207, 608, 1215)
mc-cell: Earnest Money (EMD) (723, 645, 792, 653)
